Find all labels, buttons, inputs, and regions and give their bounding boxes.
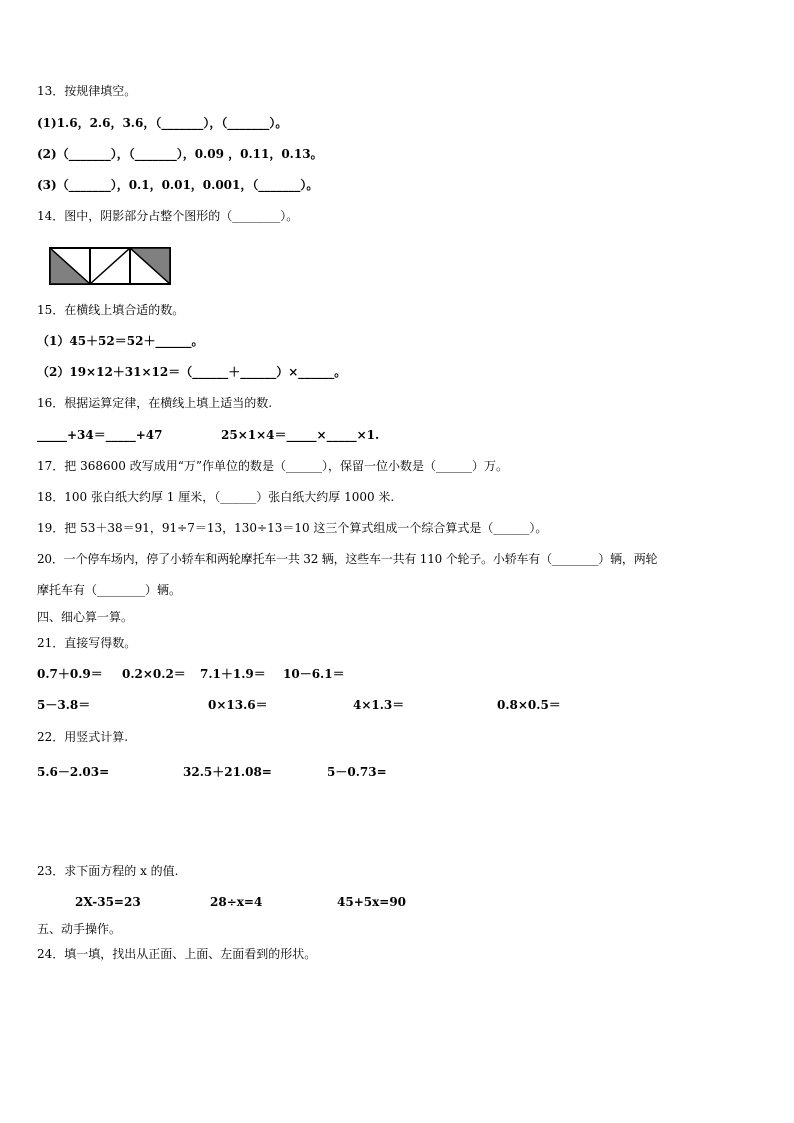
q22-item-1: 5.6－2.03=	[37, 765, 110, 779]
q23-item-3: 45+5x=90	[337, 895, 407, 909]
q15-title: 15．在横线上填合适的数。	[37, 303, 185, 317]
q16-title: 16．根据运算定律，在横线上填上适当的数.	[37, 396, 273, 410]
q15-line-2: （2）19×12＋31×12＝（______＋______）×______。	[37, 365, 347, 379]
q16-expr-b: 25×1×4＝_____×_____×1.	[221, 428, 380, 442]
q16-expr-a: _____+34＝_____+47	[37, 428, 163, 442]
q22-item-3: 5－0.73=	[327, 765, 387, 779]
shaded-squares-figure	[49, 247, 171, 285]
q14-title: 14．图中，阴影部分占整个图形的（________）。	[37, 209, 299, 223]
q18-text: 18．100 张白纸大约厚 1 厘米，（______）张白纸大约厚 1000 米.	[37, 490, 395, 504]
q20-line-1: 20．一个停车场内，停了小轿车和两轮摩托车一共 32 辆，这些车一共有 110 个轮子。小轿车有（________）辆，两轮	[37, 552, 658, 566]
q21-r1-c2: 0.2×0.2＝	[122, 667, 186, 681]
q19-text: 19．把 53＋38＝91，91÷7＝13，130÷13＝10 这三个算式组成一个综合算式是（______）。	[37, 521, 548, 535]
q21-r2-c3: 4×1.3＝	[353, 698, 405, 712]
q21-r2-c1: 5－3.8＝	[37, 698, 91, 712]
q21-r2-c2: 0×13.6＝	[208, 698, 268, 712]
q13-line-1: (1)1.6，2.6，3.6，（_______），（_______）。	[37, 116, 288, 130]
q23-title: 23．求下面方程的 x 的值.	[37, 864, 179, 878]
q24-title: 24．填一填，找出从正面、上面、左面看到的形状。	[37, 947, 317, 961]
q13-line-3: (3)（_______），0.1，0.01，0.001，（_______）。	[37, 178, 319, 192]
q22-title: 22．用竖式计算.	[37, 730, 129, 744]
q20-line-2: 摩托车有（________）辆。	[37, 583, 182, 597]
q22-item-2: 32.5＋21.08=	[183, 765, 272, 779]
q15-line-1: （1）45＋52＝52＋______。	[37, 334, 204, 348]
q21-title: 21．直接写得数。	[37, 636, 137, 650]
q21-r1-c1: 0.7＋0.9＝	[37, 667, 103, 681]
q21-r1-c3: 7.1＋1.9＝	[200, 667, 266, 681]
q21-r2-c4: 0.8×0.5＝	[497, 698, 561, 712]
q13-title: 13．按规律填空。	[37, 84, 137, 98]
q17-text: 17．把 368600 改写成用“万”作单位的数是（______），保留一位小数是（______）万。	[37, 459, 508, 473]
q23-item-2: 28÷x=4	[210, 895, 263, 909]
q23-item-1: 2X-35=23	[75, 895, 141, 909]
q13-line-2: (2)（_______），（_______），0.09 ，0.11，0.13。	[37, 147, 323, 161]
section-4-title: 四、细心算一算。	[37, 610, 134, 624]
section-5-title: 五、动手操作。	[37, 922, 122, 936]
q21-r1-c4: 10－6.1＝	[283, 667, 345, 681]
